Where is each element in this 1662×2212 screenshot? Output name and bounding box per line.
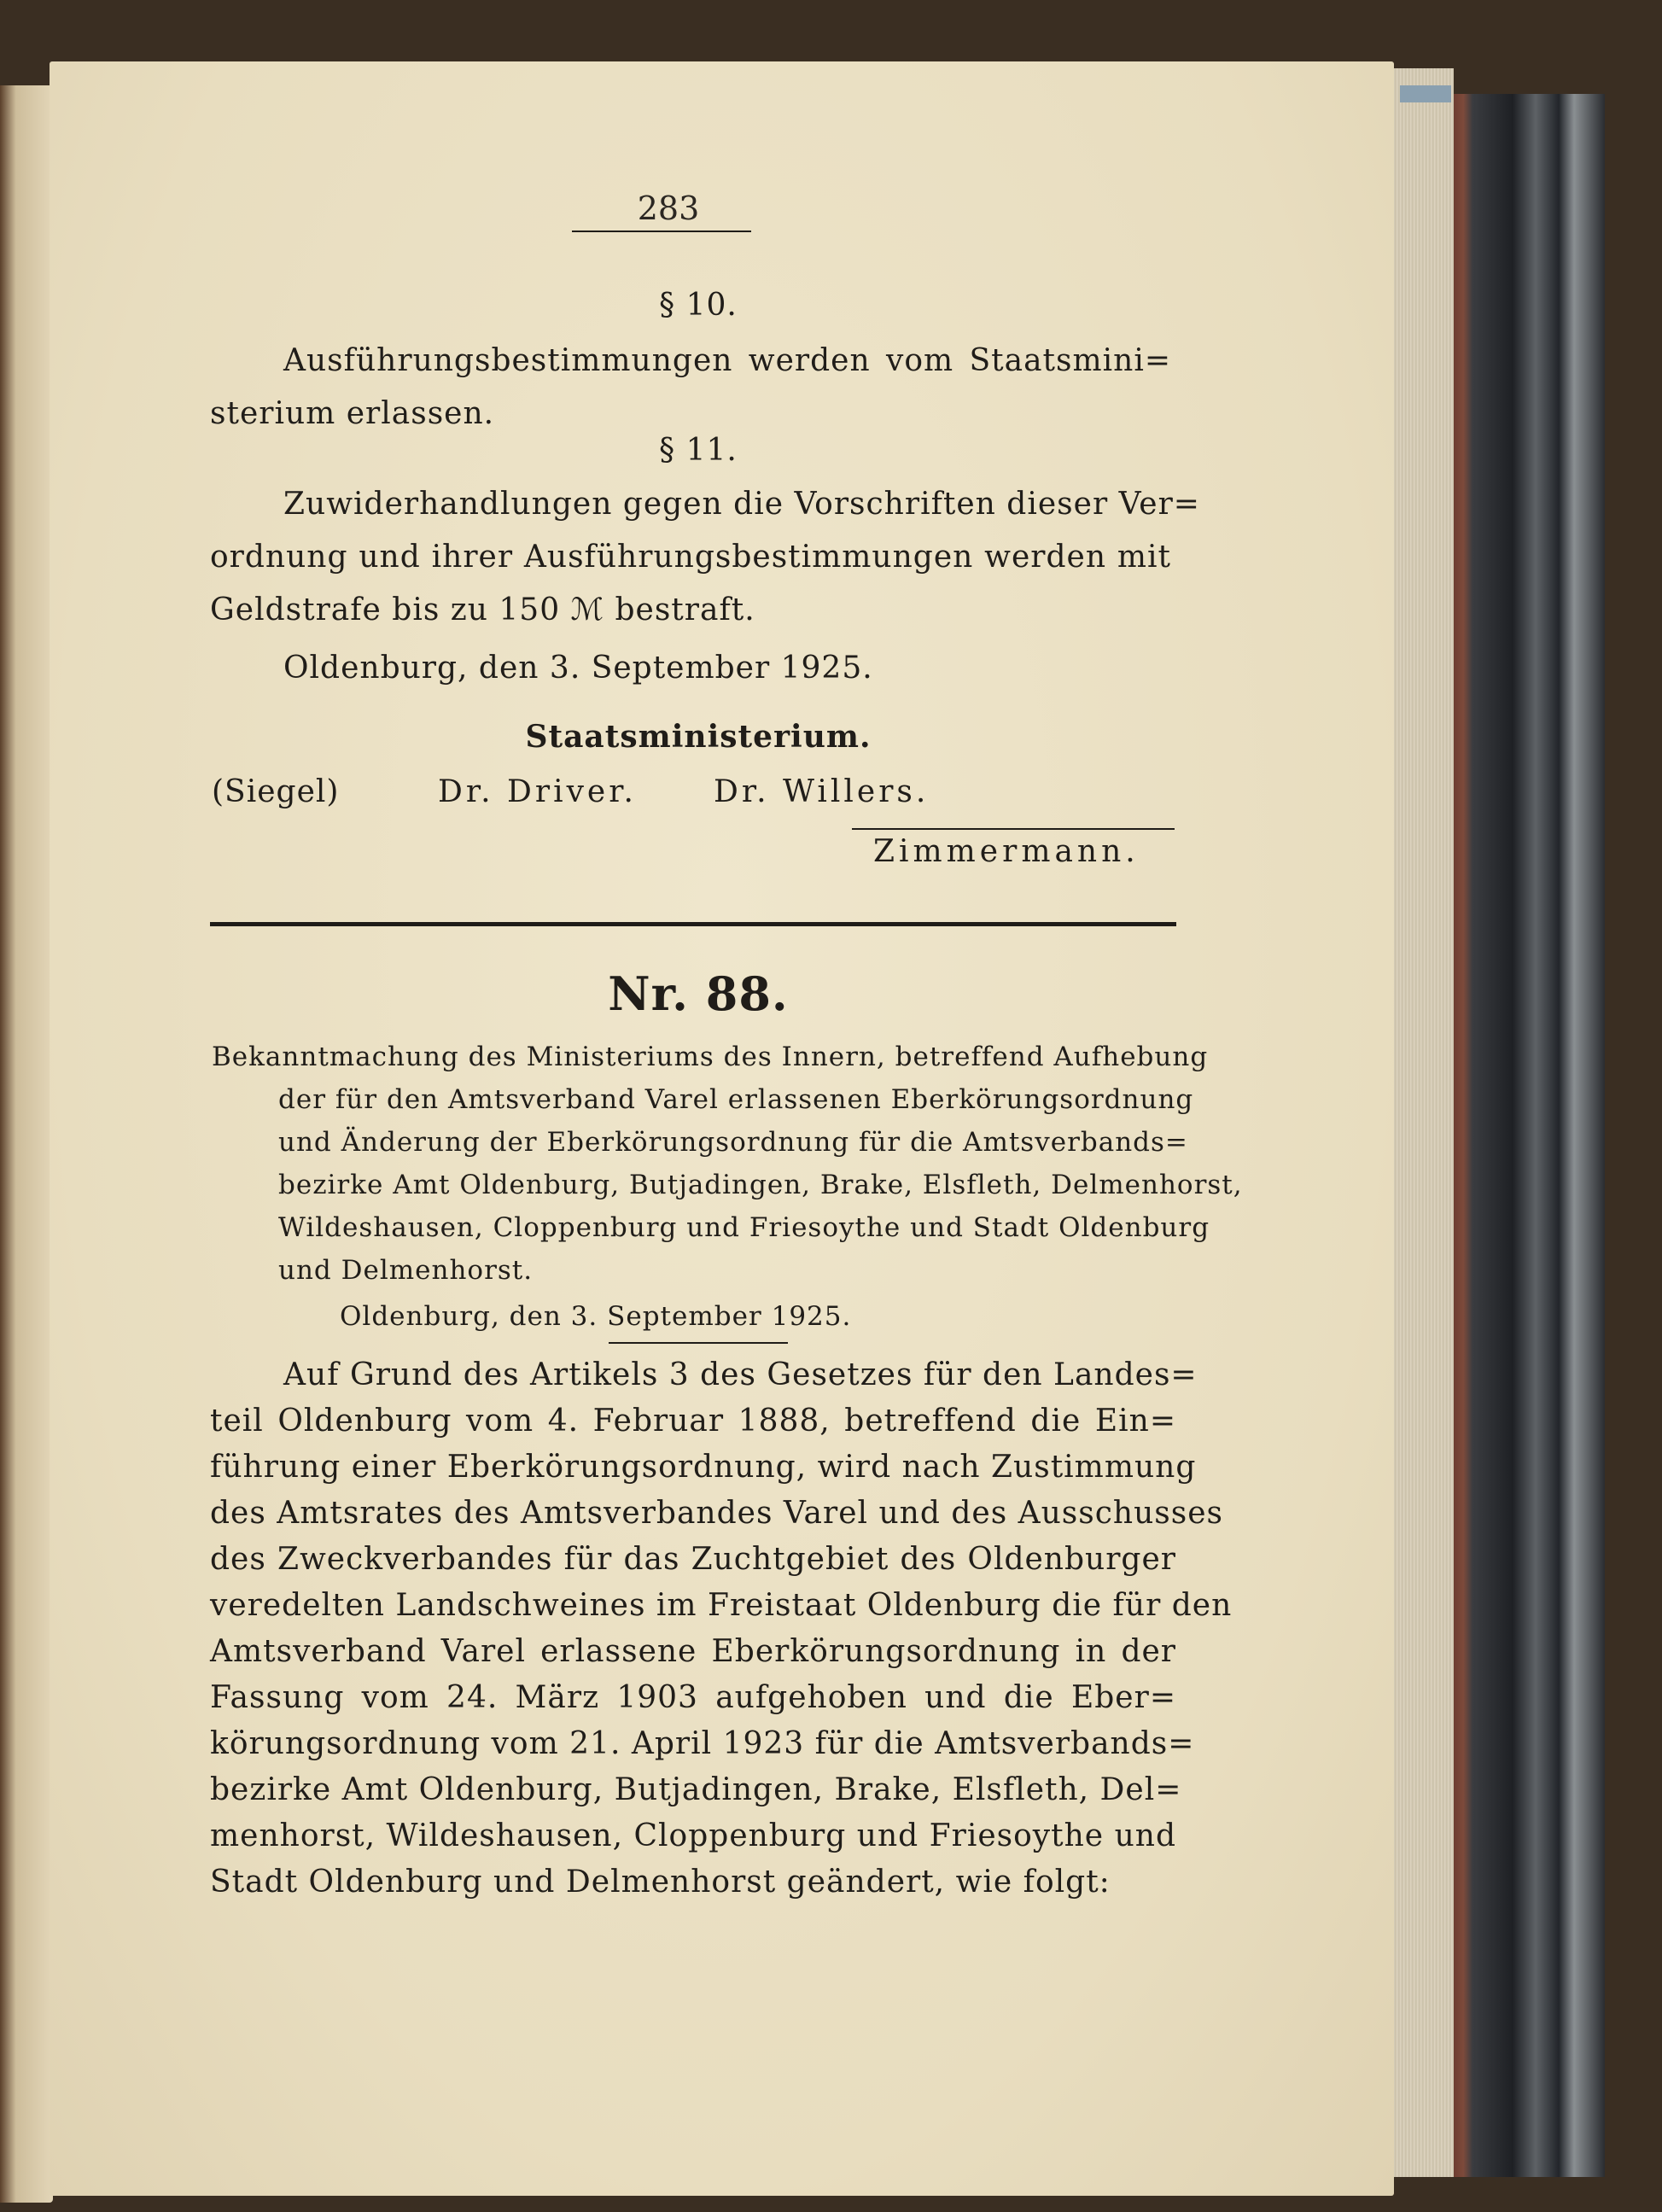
body-line-12: Stadt Oldenburg und Delmenhorst geändert, wie folgt: [210,1865,1111,1900]
seal-note: (Siegel) [212,774,340,809]
marbled-book-cover [1451,94,1605,2177]
notice-title-line-4: bezirke Amt Oldenburg, Butjadingen, Brake, Elsfleth, Delmenhorst, [278,1170,1243,1200]
page-number-rule [572,231,751,232]
section-11-heading: § 11. [659,433,738,468]
section-divider [210,922,1176,926]
notice-title-line-1: Bekanntmachung des Ministeriums des Innern, betreffend Aufhebung [212,1042,1209,1072]
section-11-line-2: ordnung und ihrer Ausführungsbestimmungen werden mit [210,540,1171,575]
body-line-8: Fassung vom 24. März 1903 aufgehoben und die Eber= [210,1680,1176,1715]
section-10-line-1: Ausführungsbestimmungen werden vom Staatsmini= [283,343,1171,378]
place-date-2: Oldenburg, den 3. September 1925. [340,1301,852,1332]
body-line-10: bezirke Amt Oldenburg, Butjadingen, Brake, Elsfleth, Del= [210,1772,1182,1807]
section-11-line-1: Zuwiderhandlungen gegen die Vorschriften dieser Ver= [283,487,1200,522]
notice-title-line-5: Wildeshausen, Cloppenburg und Friesoythe und Stadt Oldenburg [278,1212,1210,1243]
countersign-rule [852,828,1175,830]
left-book-edge [0,85,53,2203]
book-page [50,61,1394,2196]
body-line-5: des Zweckverbandes für das Zuchtgebiet des Oldenburger [210,1542,1176,1577]
body-line-2: teil Oldenburg vom 4. Februar 1888, betreffend die Ein= [210,1404,1176,1439]
authority: Staatsministerium. [525,719,872,755]
section-10-line-2: sterium erlassen. [210,396,495,431]
notice-rule [609,1342,788,1344]
signatory-2: Dr. Willers. [714,774,930,809]
signatory-1: Dr. Driver. [438,774,637,809]
place-date-1: Oldenburg, den 3. September 1925. [283,651,873,686]
section-10-heading: § 10. [659,288,738,323]
body-line-4: des Amtsrates des Amtsverbandes Varel und des Ausschusses [210,1496,1224,1531]
notice-title-line-6: und Delmenhorst. [278,1255,534,1286]
notice-title-line-3: und Änderung der Eberkörungsordnung für die Amtsverbands= [278,1127,1188,1158]
body-line-3: führung einer Eberkörungsordnung, wird nach Zustimmung [210,1450,1197,1485]
page-edges [1394,68,1454,2177]
countersign: Zimmermann. [873,834,1140,869]
body-line-11: menhorst, Wildeshausen, Cloppenburg und Friesoythe und [210,1818,1176,1853]
body-line-7: Amtsverband Varel erlassene Eberkörungsordnung in der [210,1634,1176,1669]
notice-number: Nr. 88. [608,966,789,1021]
body-line-9: körungsordnung vom 21. April 1923 für die Amtsverbands= [210,1726,1195,1761]
body-line-1: Auf Grund des Artikels 3 des Gesetzes für den Landes= [283,1357,1198,1392]
page-number: 283 [637,190,700,227]
section-11-line-3: Geldstrafe bis zu 150 ℳ bestraft. [210,592,755,627]
notice-title-line-2: der für den Amtsverband Varel erlassenen Eberkörungsordnung [278,1084,1194,1115]
cover-strip [1400,85,1451,102]
body-line-6: veredelten Landschweines im Freistaat Oldenburg die für den [210,1588,1233,1623]
